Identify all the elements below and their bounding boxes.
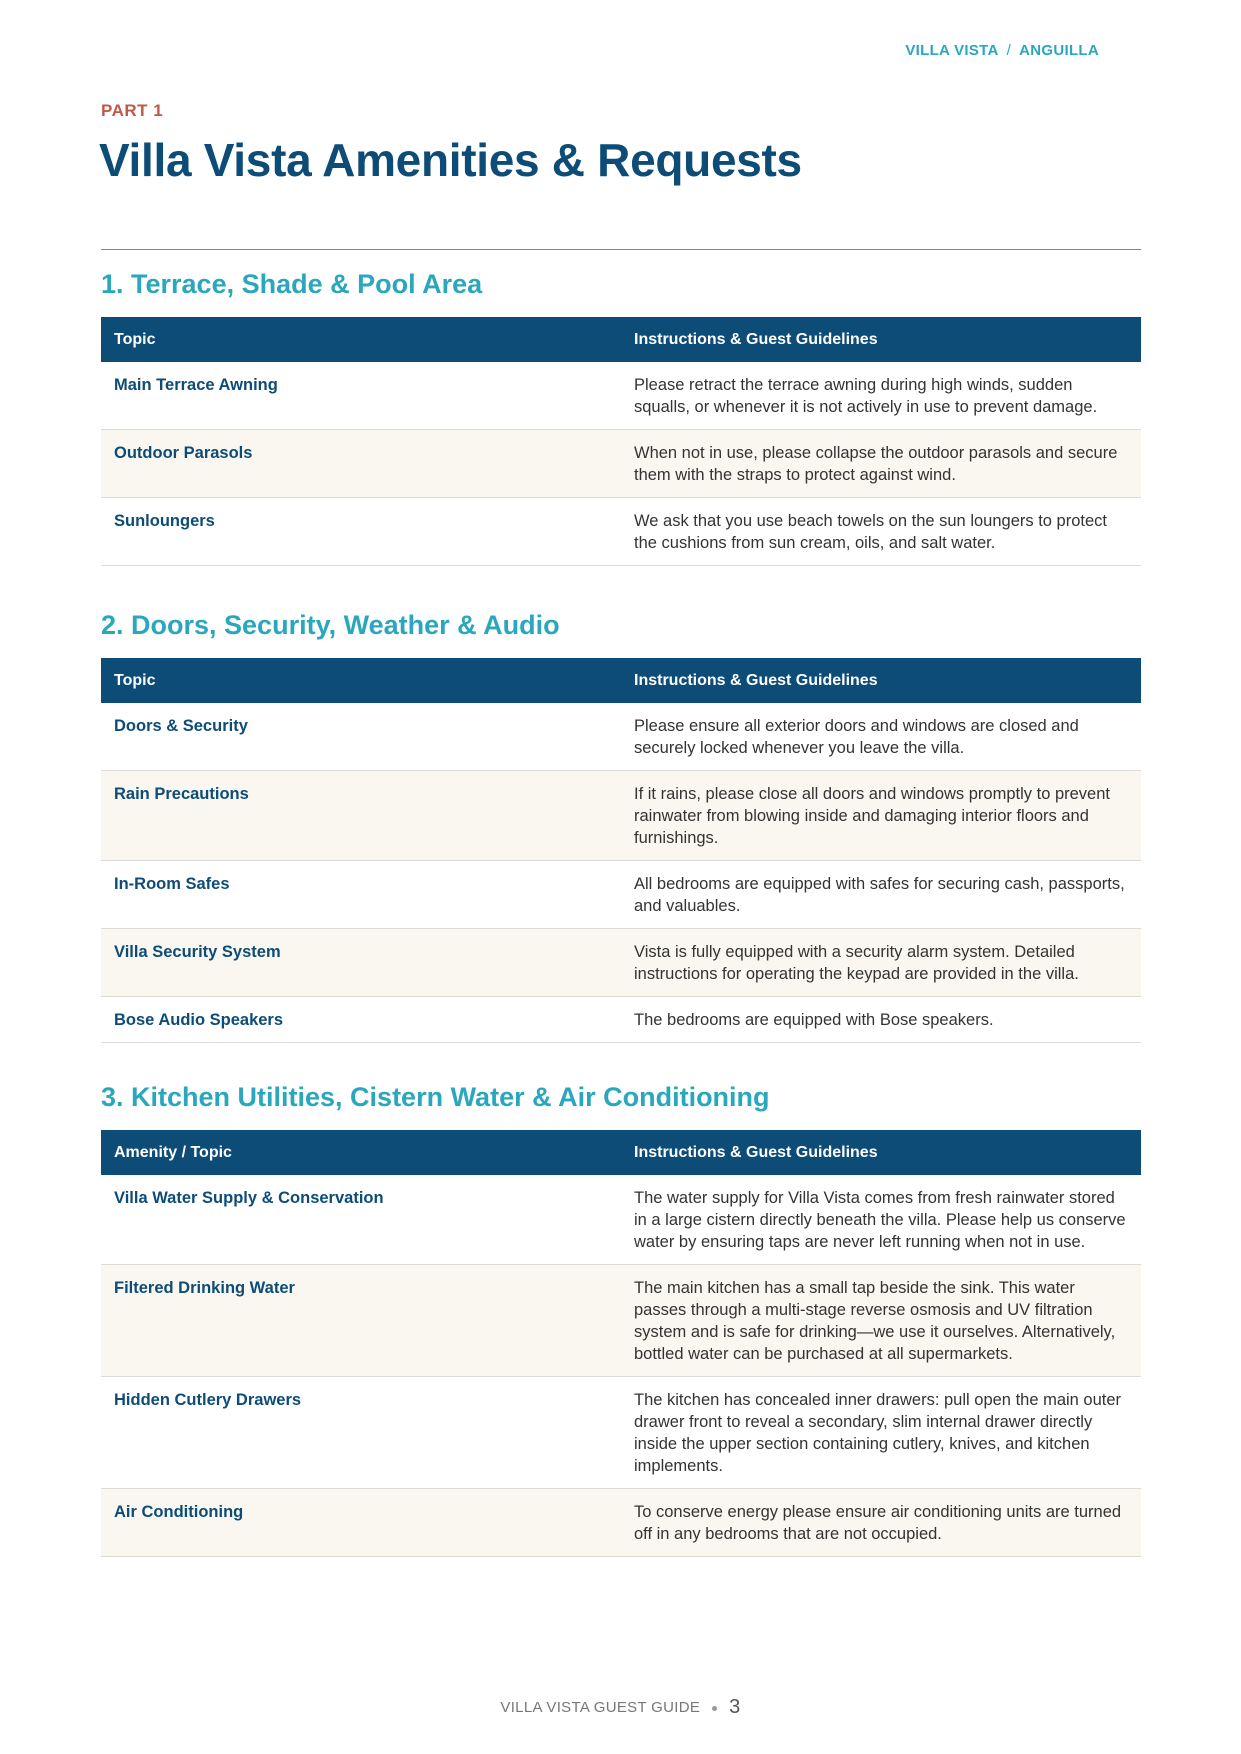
section-doors-security bbox=[101, 607, 1141, 1043]
column-header-topic: Topic bbox=[101, 658, 621, 703]
table-header-row bbox=[101, 658, 1141, 703]
table-row bbox=[101, 997, 1141, 1043]
row-topic: Hidden Cutlery Drawers bbox=[101, 1377, 621, 1489]
row-topic: Sunloungers bbox=[101, 498, 621, 566]
running-header bbox=[905, 42, 1099, 59]
row-topic: In-Room Safes bbox=[101, 861, 621, 929]
table-row bbox=[101, 703, 1141, 771]
guidelines-table bbox=[101, 1130, 1141, 1557]
table-header-row bbox=[101, 1130, 1141, 1175]
row-instructions: The water supply for Villa Vista comes from fresh rainwater stored in a large cistern directly beneath the villa. Please help us conserve water by ensuring taps are never left running when not in use. bbox=[621, 1175, 1141, 1265]
header-brand: VILLA VISTA bbox=[905, 42, 999, 59]
table-header-row bbox=[101, 317, 1141, 362]
row-instructions: When not in use, please collapse the outdoor parasols and secure them with the straps to protect against wind. bbox=[621, 430, 1141, 498]
title-divider bbox=[101, 249, 1141, 250]
table-row bbox=[101, 861, 1141, 929]
row-instructions: We ask that you use beach towels on the sun loungers to protect the cushions from sun cream, oils, and salt water. bbox=[621, 498, 1141, 566]
row-topic: Villa Water Supply & Conservation bbox=[101, 1175, 621, 1265]
row-instructions: Please ensure all exterior doors and windows are closed and securely locked whenever you leave the villa. bbox=[621, 703, 1141, 771]
column-header-instructions: Instructions & Guest Guidelines bbox=[621, 658, 1141, 703]
column-header-instructions: Instructions & Guest Guidelines bbox=[621, 317, 1141, 362]
page-footer bbox=[0, 1696, 1241, 1719]
table-row bbox=[101, 430, 1141, 498]
header-location: ANGUILLA bbox=[1019, 42, 1099, 59]
guidelines-table bbox=[101, 317, 1141, 566]
section-heading: 1. Terrace, Shade & Pool Area bbox=[101, 269, 483, 299]
row-instructions: The main kitchen has a small tap beside the sink. This water passes through a multi-stage reverse osmosis and UV filtration system and is safe for drinking—we use it ourselves. Alternatively, bottled water can be purchased at all supermarkets. bbox=[621, 1265, 1141, 1377]
part-label: PART 1 bbox=[101, 101, 164, 120]
row-topic: Bose Audio Speakers bbox=[101, 997, 621, 1043]
row-instructions: Please retract the terrace awning during high winds, sudden squalls, or whenever it is not actively in use to prevent damage. bbox=[621, 362, 1141, 430]
table-row bbox=[101, 1489, 1141, 1557]
row-topic: Air Conditioning bbox=[101, 1489, 621, 1557]
row-instructions: The kitchen has concealed inner drawers: pull open the main outer drawer front to reveal a secondary, slim internal drawer directly inside the upper section containing cutlery, knives, and kitchen implements. bbox=[621, 1377, 1141, 1489]
row-topic: Doors & Security bbox=[101, 703, 621, 771]
table-row bbox=[101, 771, 1141, 861]
row-instructions: All bedrooms are equipped with safes for securing cash, passports, and valuables. bbox=[621, 861, 1141, 929]
row-topic: Outdoor Parasols bbox=[101, 430, 621, 498]
footer-bullet-icon bbox=[712, 1706, 717, 1711]
row-topic: Main Terrace Awning bbox=[101, 362, 621, 430]
section-heading: 3. Kitchen Utilities, Cistern Water & Air Conditioning bbox=[101, 1082, 770, 1112]
table-row bbox=[101, 1265, 1141, 1377]
row-topic: Rain Precautions bbox=[101, 771, 621, 861]
section-heading: 2. Doors, Security, Weather & Audio bbox=[101, 610, 560, 640]
column-header-instructions: Instructions & Guest Guidelines bbox=[621, 1130, 1141, 1175]
footer-guide-label: VILLA VISTA GUEST GUIDE bbox=[500, 1699, 701, 1716]
section-terrace bbox=[101, 266, 1141, 566]
column-header-amenity: Amenity / Topic bbox=[101, 1130, 621, 1175]
page-title: Villa Vista Amenities & Requests bbox=[99, 134, 802, 186]
row-topic: Filtered Drinking Water bbox=[101, 1265, 621, 1377]
table-row bbox=[101, 1175, 1141, 1265]
column-header-topic: Topic bbox=[101, 317, 621, 362]
section-kitchen-water-ac bbox=[101, 1079, 1141, 1557]
header-separator: / bbox=[1006, 42, 1012, 59]
guidelines-table bbox=[101, 658, 1141, 1043]
table-row bbox=[101, 1377, 1141, 1489]
row-instructions: Vista is fully equipped with a security alarm system. Detailed instructions for operating the keypad are provided in the villa. bbox=[621, 929, 1141, 997]
page-number: 3 bbox=[729, 1696, 741, 1718]
row-instructions: If it rains, please close all doors and windows promptly to prevent rainwater from blowing inside and damaging interior floors and furnishings. bbox=[621, 771, 1141, 861]
row-instructions: The bedrooms are equipped with Bose speakers. bbox=[621, 997, 1141, 1043]
row-instructions: To conserve energy please ensure air conditioning units are turned off in any bedrooms that are not occupied. bbox=[621, 1489, 1141, 1557]
table-row bbox=[101, 929, 1141, 997]
table-row bbox=[101, 362, 1141, 430]
table-row bbox=[101, 498, 1141, 566]
row-topic: Villa Security System bbox=[101, 929, 621, 997]
